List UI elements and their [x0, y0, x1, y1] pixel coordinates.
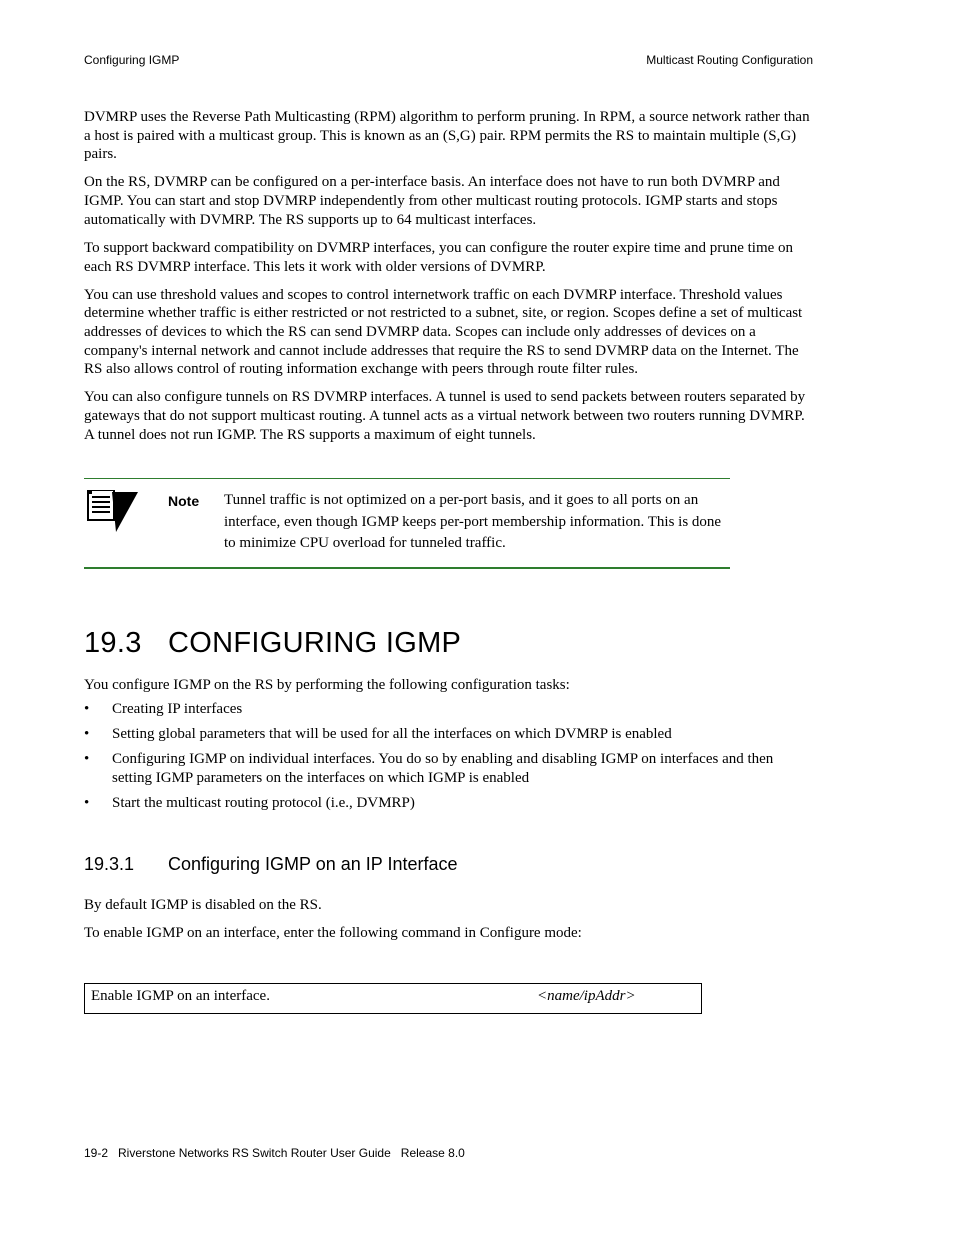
command-argument: <name/ipAddr> [537, 988, 636, 1004]
note-icon [86, 490, 140, 534]
default-disabled-text: By default IGMP is disabled on the RS. [84, 897, 322, 913]
note-label: Note [168, 493, 200, 509]
running-header-left: Configuring IGMP [84, 53, 180, 67]
body-paragraphs [84, 108, 814, 454]
section-intro: You configure IGMP on the RS by performing the following configuration tasks: [84, 677, 570, 693]
paragraph-per-interface: On the RS, DVMRP can be configured on a per-interface basis. An interface does not have to run both DVMRP and IGMP. You can start and stop DVMRP independently from other multicast routing protocols. IGMP starts and stops automatically with DVMRP. The RS supports up to 64 multicast interfaces. [84, 174, 780, 228]
paragraph-backward-compat: To support backward compatibility on DVMRP interfaces, you can configure the router expire time and prune time on each RS DVMRP interface. This lets it work with older versions of DVMRP. [84, 239, 794, 275]
enable-instruction-text: To enable IGMP on an interface, enter the following command in Configure mode: [84, 925, 582, 941]
bullet-icon: • [84, 795, 90, 811]
paragraph-tunnels: You can also configure tunnels on RS DVMRP interfaces. A tunnel is used to send packets between routers separated by gateways that do not support multicast routing. A tunnel acts as a virtual network between two routers running DVMRP. A tunnel does not run IGMP. The RS supports a maximum of eight tunnels. [84, 389, 806, 443]
list-item: • Setting global parameters that will be used for all the interfaces on which DVMRP is enabled [84, 726, 672, 742]
section-heading [84, 627, 461, 660]
list-item: • Creating IP interfaces [84, 701, 243, 717]
task-list [84, 700, 804, 819]
list-item: • Start the multicast routing protocol (i.e., DVMRP) [84, 795, 415, 811]
paragraph-rpm: DVMRP uses the Reverse Path Multicasting (RPM) algorithm to perform pruning. In RPM, a source network rather than a host is paired with a multicast group. This is known as an (S,G) pair. RPM permits the RS to maintain multiple (S,G) pairs. [84, 109, 810, 163]
subsection-number: 19.3.1 [84, 854, 135, 874]
bullet-icon: • [84, 701, 90, 717]
note-rule-bottom [84, 567, 730, 569]
page-footer: 19-2 Riverstone Networks RS Switch Router User Guide Release 8.0 [84, 1146, 465, 1160]
note-rule-top [84, 478, 730, 479]
section-title: CONFIGURING IGMP [168, 627, 462, 659]
bullet-icon: • [84, 726, 90, 742]
running-header-right: Multicast Routing Configuration [646, 53, 813, 67]
command-table [84, 983, 702, 1014]
subsection-heading [84, 854, 458, 875]
command-description: Enable IGMP on an interface. [91, 988, 270, 1004]
bullet-icon: • [84, 751, 90, 767]
note-text: Tunnel traffic is not optimized on a per-port basis, and it goes to all ports on an interface, even though IGMP keeps per-port membership information. This is done to minimize CPU overload for tunneled traffic. [224, 492, 722, 551]
paragraph-thresholds-scopes: You can use threshold values and scopes to control internetwork traffic on each DVMRP interface. Threshold values determine whether traffic is either restricted or not restricted to a subnet, site, or region. Scopes define a set of multicast addresses of devices to which the RS can send DVMRP data. Scopes can include only addresses of devices on a company's internal network and cannot include addresses that require the RS to send DVMRP data on the Internet. The RS also allows control of routing information exchange with peers through route filter rules. [84, 286, 803, 378]
section-number: 19.3 [84, 627, 142, 659]
list-item: • Configuring IGMP on individual interfaces. You do so by enabling and disabling IGMP on interfaces and then setting IGMP parameters on the interfaces on which IGMP is enabled [84, 751, 774, 786]
subsection-title: Configuring IGMP on an IP Interface [168, 854, 458, 874]
